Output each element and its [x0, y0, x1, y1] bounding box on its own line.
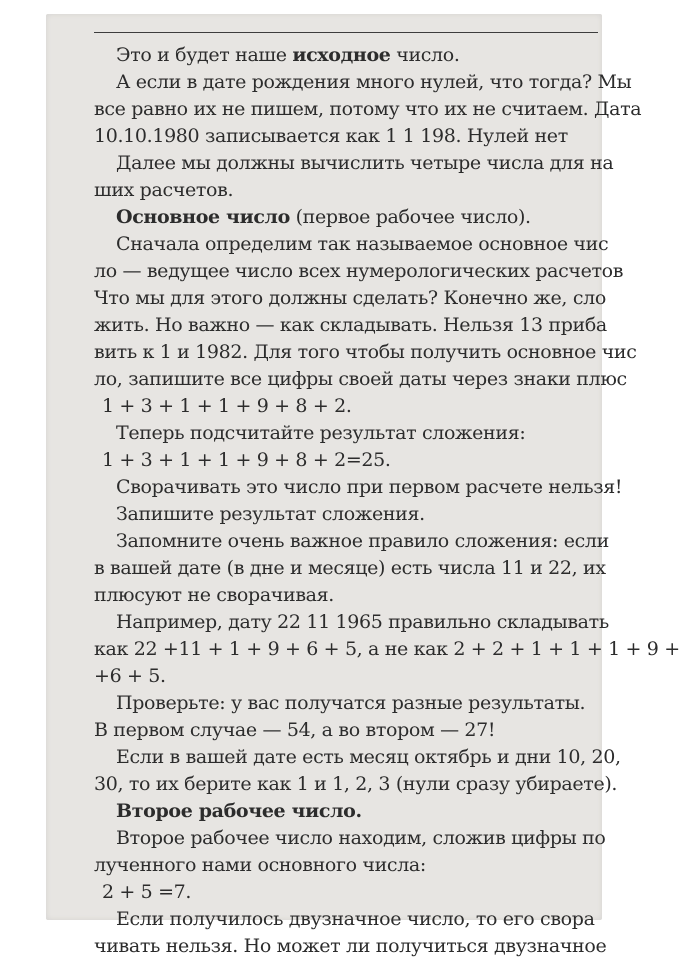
text-line: [46, 825, 606, 852]
text-line: [46, 231, 609, 258]
text-run: (первое рабочее число).: [289, 206, 531, 228]
text-run: Второе рабочее число находим, сложив цифры по: [116, 827, 606, 849]
text-line: [46, 528, 609, 555]
text-line: [46, 177, 602, 204]
text-line: [46, 69, 632, 96]
text-run: А если в дате рождения много нулей, что тогда? Мы: [116, 71, 632, 93]
text-run: Если в вашей дате есть месяц октябрь и дни 10, 20,: [116, 746, 621, 768]
text-run: все равно их не пишем, потому что их не считаем. Дата: [94, 98, 642, 120]
book-page: [46, 14, 680, 957]
text-line: [46, 447, 602, 474]
text-line: [46, 933, 607, 960]
text-run: 30, то их берите как 1 и 1, 2, 3 (нули сразу убираете).: [94, 773, 618, 795]
text-line: [46, 663, 602, 690]
text-run: вить к 1 и 1982. Для того чтобы получить основное чис: [94, 341, 637, 363]
text-line: [46, 879, 602, 906]
text-line: [46, 852, 602, 879]
text-line: [46, 717, 602, 744]
text-line: [46, 636, 680, 663]
header-rule: [94, 32, 598, 33]
text-line: [46, 123, 602, 150]
text-run: как 22 +11 + 1 + 9 + 6 + 5, а не как 2 + 2 + 1 + 1 + 1 + 9 +: [94, 638, 680, 660]
text-run: Например, дату 22 11 1965 правильно складывать: [116, 611, 609, 633]
text-run: лученного нами основного числа:: [94, 854, 426, 876]
text-run: жить. Но важно — как складывать. Нельзя 13 приба: [94, 314, 607, 336]
text-run: ло, запишите все цифры своей даты через знаки плюс: [94, 368, 627, 390]
text-line: [46, 555, 606, 582]
bold-term: исходное: [292, 44, 391, 66]
text-run: в вашей дате (в дне и месяце) есть числа 11 и 22, их: [94, 557, 606, 579]
text-run: Что мы для этого должны сделать? Конечно же, сло: [94, 287, 606, 309]
text-line: [46, 285, 606, 312]
text-line: [46, 339, 637, 366]
text-run: число.: [390, 44, 460, 66]
text-line: [46, 474, 623, 501]
text-run: Сворачивать это число при первом расчете нельзя!: [116, 476, 623, 498]
text-run: Запомните очень важное правило сложения: если: [116, 530, 609, 552]
page-text: [46, 42, 680, 960]
text-line: [46, 798, 602, 825]
bold-term: Второе рабочее число.: [116, 800, 362, 822]
text-run: чивать нельзя. Но может ли получиться двузначное: [94, 935, 607, 957]
text-line: [46, 501, 602, 528]
text-run: Запишите результат сложения.: [116, 503, 425, 525]
text-run: 2 + 5 =7.: [102, 881, 192, 903]
text-line: [46, 258, 624, 285]
text-run: плюсуют не сворачивая.: [94, 584, 334, 606]
text-line: [46, 906, 602, 933]
text-line: [46, 771, 618, 798]
text-run: Это и будет наше: [116, 44, 293, 66]
text-line: [46, 366, 627, 393]
text-line: [46, 744, 621, 771]
text-line: [46, 393, 602, 420]
text-line: [46, 96, 642, 123]
text-line: [46, 150, 614, 177]
text-line: [46, 42, 602, 69]
text-run: Теперь подсчитайте результат сложения:: [116, 422, 526, 444]
text-run: Проверьте: у вас получатся разные результаты.: [116, 692, 586, 714]
text-run: 1 + 3 + 1 + 1 + 9 + 8 + 2.: [102, 395, 352, 417]
text-line: [46, 312, 607, 339]
text-run: В первом случае — 54, а во втором — 27!: [94, 719, 496, 741]
text-line: [46, 420, 602, 447]
text-line: [46, 582, 602, 609]
text-run: 1 + 3 + 1 + 1 + 9 + 8 + 2=25.: [102, 449, 391, 471]
text-run: ло — ведущее число всех нумерологических расчетов: [94, 260, 624, 282]
text-run: ших расчетов.: [94, 179, 234, 201]
text-line: [46, 204, 602, 231]
text-line: [46, 609, 609, 636]
bold-term: Основное число: [116, 206, 290, 228]
text-run: Сначала определим так называемое основное чис: [116, 233, 609, 255]
text-run: +6 + 5.: [94, 665, 166, 687]
text-run: 10.10.1980 записывается как 1 1 198. Нулей нет: [94, 125, 568, 147]
text-run: Если получилось двузначное число, то его свора: [116, 908, 595, 930]
text-run: Далее мы должны вычислить четыре числа для на: [116, 152, 614, 174]
text-line: [46, 690, 602, 717]
